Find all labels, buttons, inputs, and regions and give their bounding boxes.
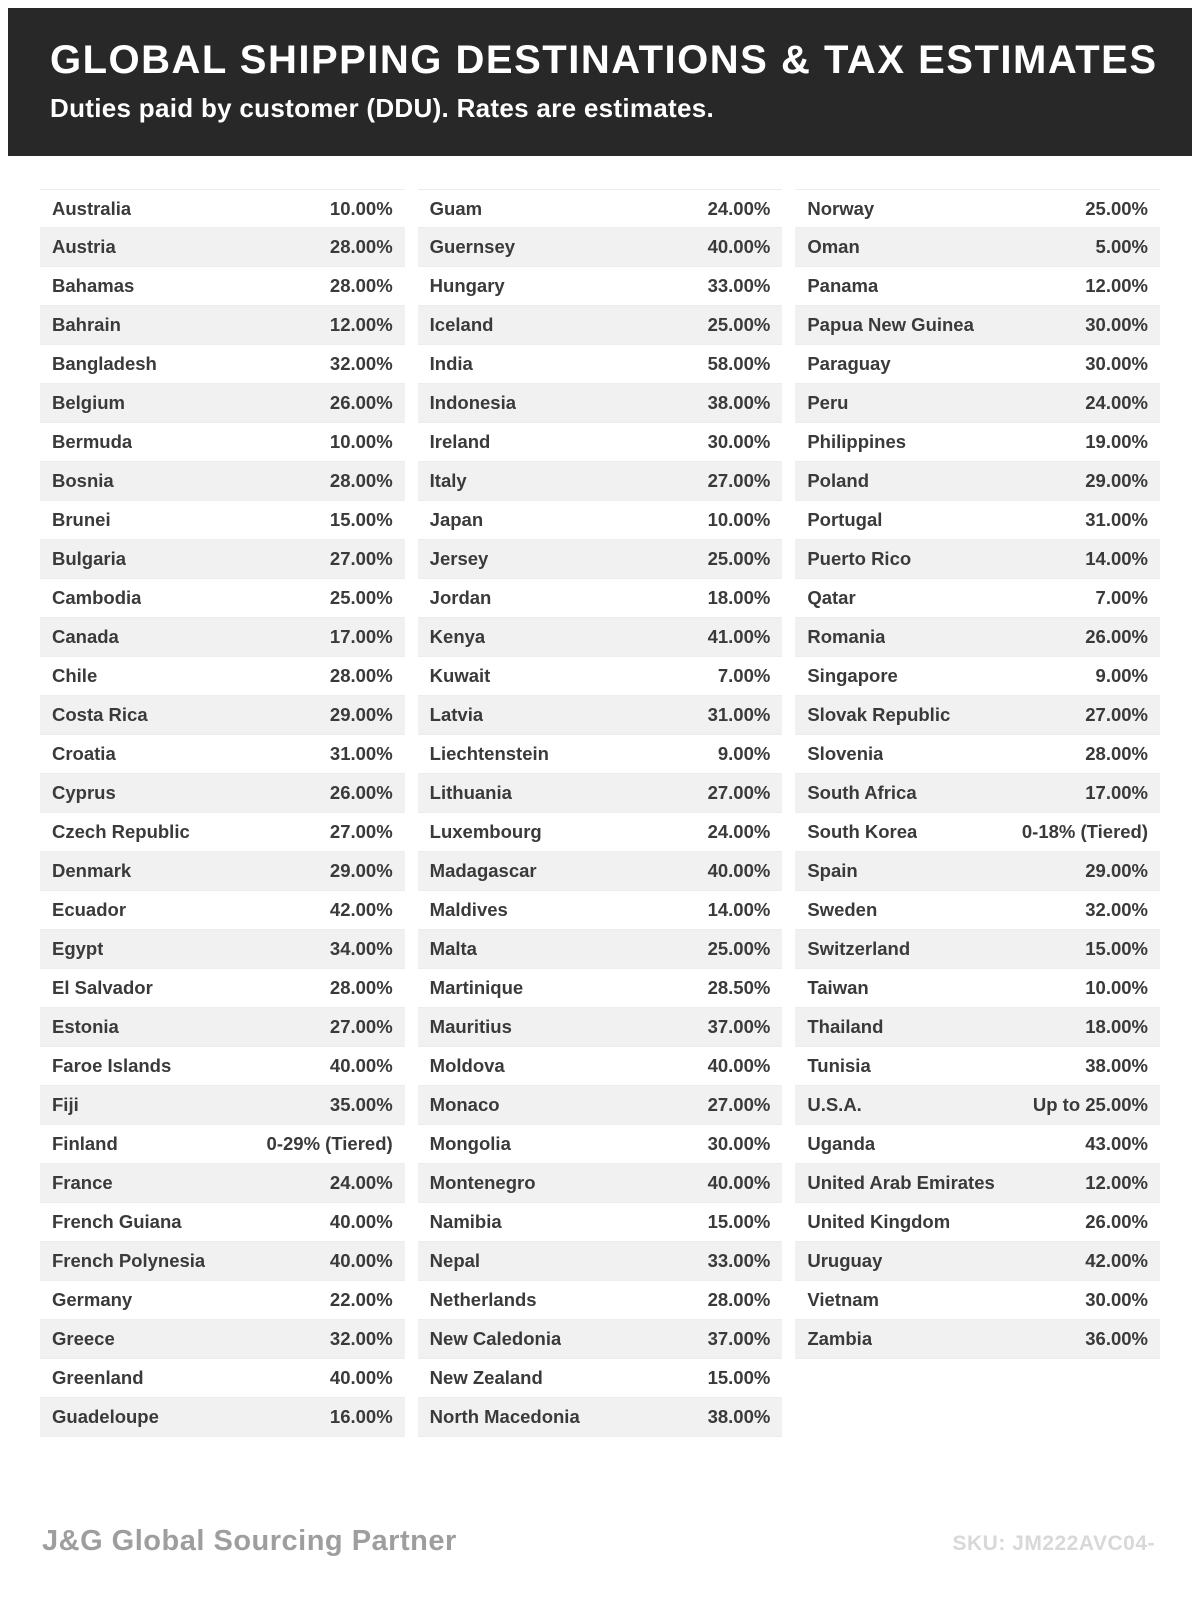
tax-rate: 28.50% [707,977,771,998]
table-row [418,540,783,579]
table-row [795,891,1160,930]
table-row [40,1359,405,1398]
tax-rate: 37.00% [707,1016,771,1037]
table-row [418,1203,783,1242]
country-name: Paraguay [807,353,891,374]
country-name: Singapore [807,665,898,686]
table-row [418,1047,783,1086]
table-row [40,1125,405,1164]
table-row [795,1086,1160,1125]
tax-rate: 0-29% (Tiered) [266,1133,393,1154]
tax-rate: 27.00% [707,1094,771,1115]
tax-rate: 5.00% [1095,236,1149,257]
tax-rate: 35.00% [329,1094,393,1115]
table-row [40,306,405,345]
country-name: Fiji [52,1094,79,1115]
table-row [418,1086,783,1125]
tax-rate: 29.00% [329,860,393,881]
table-row [418,189,783,228]
country-name: Bangladesh [52,353,157,374]
tax-rate: 28.00% [707,1289,771,1310]
tax-rate: 40.00% [707,1055,771,1076]
country-name: Nepal [429,1250,481,1271]
tax-rate: 14.00% [1085,548,1149,569]
tax-rate: 17.00% [1085,782,1149,803]
table-row [795,657,1160,696]
country-name: Jordan [429,587,492,608]
tax-rate: 30.00% [707,431,771,452]
tax-rate: 10.00% [1085,977,1149,998]
table-row [40,618,405,657]
tax-rate: 30.00% [1085,353,1149,374]
table-row [795,306,1160,345]
table-row [40,969,405,1008]
table-row [795,189,1160,228]
country-name: Switzerland [807,938,911,959]
table-row [418,1008,783,1047]
table-row [795,735,1160,774]
country-name: Egypt [52,938,104,959]
table-row [795,1203,1160,1242]
tax-rate: 0-18% (Tiered) [1021,821,1149,842]
table-row [40,852,405,891]
table-row [795,1008,1160,1047]
country-name: Iceland [429,314,494,335]
tax-rate: 26.00% [329,782,393,803]
tax-rate: 40.00% [329,1055,393,1076]
tax-rate: 30.00% [1085,1289,1149,1310]
tax-rate: 27.00% [707,782,771,803]
country-name: Ecuador [52,899,127,920]
tax-rate: 40.00% [707,1172,771,1193]
table-row [40,228,405,267]
tax-rate: 25.00% [329,587,393,608]
country-name: Philippines [807,431,907,452]
page-header [8,8,1192,156]
country-name: Mongolia [429,1133,511,1154]
table-row [418,267,783,306]
table-row [40,774,405,813]
table-column-2 [418,189,783,1437]
country-name: Guernsey [429,236,516,257]
page-title: GLOBAL SHIPPING DESTINATIONS & TAX ESTIMATES [50,38,1158,82]
tax-rate: 10.00% [707,509,771,530]
country-name: Kenya [429,626,486,647]
country-name: Germany [52,1289,133,1310]
tax-rate: 40.00% [329,1211,393,1232]
tax-rate: 30.00% [707,1133,771,1154]
country-name: Latvia [429,704,484,725]
tax-rate: 15.00% [329,509,393,530]
tax-rate: 16.00% [329,1406,393,1427]
table-row [418,696,783,735]
country-name: Guam [429,197,483,219]
table-row [40,540,405,579]
table-row [418,501,783,540]
table-row [40,1008,405,1047]
table-row [418,384,783,423]
country-name: South Korea [807,821,918,842]
table-row [40,1398,405,1437]
table-row [795,345,1160,384]
country-name: Austria [52,236,116,257]
country-name: El Salvador [52,977,153,998]
table-row [418,1398,783,1437]
country-name: Papua New Guinea [807,314,974,335]
country-name: Cambodia [52,587,142,608]
country-name: Estonia [52,1016,119,1037]
tax-rate: 24.00% [707,197,771,219]
table-row [418,774,783,813]
country-name: Bermuda [52,431,133,452]
tax-rate: 41.00% [707,626,771,647]
table-row [795,696,1160,735]
table-row [418,969,783,1008]
tax-rate-table [0,156,1200,1437]
tax-rate: 15.00% [707,1367,771,1388]
tax-rate: 33.00% [707,1250,771,1271]
table-row [40,267,405,306]
table-row [40,384,405,423]
tax-rate: 25.00% [707,548,771,569]
tax-rate: 32.00% [329,1328,393,1349]
table-row [40,345,405,384]
tax-rate: 24.00% [329,1172,393,1193]
tax-rate: 25.00% [707,938,771,959]
table-row [795,930,1160,969]
table-row [795,1320,1160,1359]
table-row [40,1086,405,1125]
country-name: Puerto Rico [807,548,912,569]
tax-rate: Up to 25.00% [1032,1094,1149,1115]
country-name: Romania [807,626,886,647]
table-row [795,1125,1160,1164]
tax-rate: 28.00% [329,665,393,686]
table-row [418,657,783,696]
country-name: New Zealand [429,1367,543,1388]
table-row [40,1047,405,1086]
tax-rate: 12.00% [1085,1172,1149,1193]
table-row [795,1242,1160,1281]
table-row [418,735,783,774]
country-name: Uganda [807,1133,876,1154]
country-name: Liechtenstein [429,743,549,764]
country-name: Mauritius [429,1016,512,1037]
country-name: Panama [807,275,879,296]
table-row [418,1359,783,1398]
country-name: Jersey [429,548,489,569]
country-name: Denmark [52,860,132,881]
tax-rate: 26.00% [1085,626,1149,647]
tax-rate: 27.00% [329,821,393,842]
table-row [40,423,405,462]
country-name: Cyprus [52,782,116,803]
table-row [795,774,1160,813]
table-row [795,540,1160,579]
table-row [795,423,1160,462]
country-name: Chile [52,665,98,686]
tax-rate: 15.00% [1085,938,1149,959]
table-row [795,1047,1160,1086]
tax-rate: 18.00% [707,587,771,608]
country-name: Brunei [52,509,111,530]
table-row [795,618,1160,657]
country-name: India [429,353,473,374]
country-name: North Macedonia [429,1406,580,1427]
tax-rate: 28.00% [329,236,393,257]
country-name: Czech Republic [52,821,190,842]
table-row [40,1203,405,1242]
country-name: Belgium [52,392,125,413]
table-row [795,852,1160,891]
tax-rate: 29.00% [329,704,393,725]
table-row [418,930,783,969]
tax-rate: 38.00% [707,1406,771,1427]
table-row [40,1320,405,1359]
table-row [418,462,783,501]
country-name: Croatia [52,743,116,764]
country-name: Spain [807,860,858,881]
table-row [795,1164,1160,1203]
table-row [418,1320,783,1359]
page-footer [0,1525,1200,1600]
country-name: Qatar [807,587,856,608]
country-name: Portugal [807,509,883,530]
tax-rate: 24.00% [707,821,771,842]
tax-rate: 40.00% [329,1367,393,1388]
table-row [418,852,783,891]
country-name: Guadeloupe [52,1406,159,1427]
tax-rate: 32.00% [1085,899,1149,920]
country-name: Greece [52,1328,115,1349]
country-name: France [52,1172,113,1193]
country-name: Bahamas [52,275,135,296]
country-name: South Africa [807,782,917,803]
brand-name: J&G Global Sourcing Partner [42,1525,457,1557]
tax-rate: 18.00% [1085,1016,1149,1037]
table-row [40,1281,405,1320]
table-row [795,384,1160,423]
tax-rate: 31.00% [707,704,771,725]
country-name: Bosnia [52,470,114,491]
table-column-1 [40,189,405,1437]
tax-rate: 28.00% [329,470,393,491]
country-name: Faroe Islands [52,1055,172,1076]
tax-rate: 30.00% [1085,314,1149,335]
tax-rate: 14.00% [707,899,771,920]
tax-rate: 7.00% [1095,587,1149,608]
tax-rate: 9.00% [1095,665,1149,686]
country-name: Poland [807,470,870,491]
tax-rate: 27.00% [329,548,393,569]
tax-rate: 26.00% [329,392,393,413]
tax-rate: 29.00% [1085,470,1149,491]
tax-rate: 40.00% [707,860,771,881]
table-row [40,189,405,228]
tax-rate: 17.00% [329,626,393,647]
table-row [795,228,1160,267]
tax-rate: 10.00% [329,431,393,452]
country-name: Slovenia [807,743,884,764]
tax-rate: 58.00% [707,353,771,374]
table-row [418,345,783,384]
country-name: Norway [807,197,875,219]
tax-rate: 26.00% [1085,1211,1149,1232]
country-name: French Polynesia [52,1250,206,1271]
tax-rate: 34.00% [329,938,393,959]
tax-rate: 25.00% [1085,197,1149,219]
table-row [40,735,405,774]
country-name: New Caledonia [429,1328,562,1349]
table-column-3 [795,189,1160,1359]
country-name: Taiwan [807,977,869,998]
tax-rate: 15.00% [707,1211,771,1232]
country-name: Slovak Republic [807,704,951,725]
country-name: Hungary [429,275,505,296]
country-name: Peru [807,392,849,413]
tax-rate: 25.00% [707,314,771,335]
tax-rate: 37.00% [707,1328,771,1349]
tax-rate: 31.00% [329,743,393,764]
tax-rate: 7.00% [717,665,771,686]
tax-rate: 27.00% [329,1016,393,1037]
table-row [40,579,405,618]
country-name: Tunisia [807,1055,871,1076]
tax-rate: 28.00% [1085,743,1149,764]
tax-rate: 27.00% [1085,704,1149,725]
country-name: Costa Rica [52,704,148,725]
tax-rate: 24.00% [1085,392,1149,413]
country-name: Indonesia [429,392,517,413]
country-name: Vietnam [807,1289,879,1310]
country-name: United Kingdom [807,1211,951,1232]
country-name: Japan [429,509,484,530]
table-row [40,891,405,930]
tax-rate: 40.00% [329,1250,393,1271]
table-row [418,1164,783,1203]
table-row [418,618,783,657]
country-name: Lithuania [429,782,512,803]
table-row [40,813,405,852]
tax-rate: 40.00% [707,236,771,257]
table-row [418,1281,783,1320]
country-name: Oman [807,236,860,257]
country-name: Monaco [429,1094,500,1115]
country-name: Madagascar [429,860,537,881]
tax-rate: 31.00% [1085,509,1149,530]
country-name: Zambia [807,1328,873,1349]
tax-rate: 42.00% [1085,1250,1149,1271]
tax-rate: 12.00% [329,314,393,335]
table-row [795,969,1160,1008]
tax-rate: 10.00% [329,197,393,219]
tax-rate: 28.00% [329,275,393,296]
tax-rate: 29.00% [1085,860,1149,881]
table-row [40,657,405,696]
page-subtitle: Duties paid by customer (DDU). Rates are estimates. [50,93,715,123]
table-row [795,579,1160,618]
country-name: Thailand [807,1016,884,1037]
table-row [418,1125,783,1164]
country-name: Luxembourg [429,821,542,842]
table-row [40,1164,405,1203]
tax-rate: 28.00% [329,977,393,998]
country-name: Finland [52,1133,118,1154]
sku-label: SKU: JM222AVC04- [952,1532,1155,1555]
table-row [795,462,1160,501]
tax-rate: 9.00% [717,743,771,764]
country-name: Uruguay [807,1250,883,1271]
country-name: Moldova [429,1055,505,1076]
table-row [40,1242,405,1281]
table-row [40,696,405,735]
country-name: Kuwait [429,665,491,686]
table-row [418,1242,783,1281]
table-row [418,228,783,267]
table-row [418,579,783,618]
table-row [795,1281,1160,1320]
table-row [418,891,783,930]
table-row [40,501,405,540]
table-row [40,930,405,969]
tax-rate: 36.00% [1085,1328,1149,1349]
country-name: Martinique [429,977,524,998]
country-name: Malta [429,938,477,959]
tax-rate: 38.00% [707,392,771,413]
tax-rate: 33.00% [707,275,771,296]
tax-rate: 12.00% [1085,275,1149,296]
table-row [795,813,1160,852]
country-name: Australia [52,197,132,219]
tax-rate: 27.00% [707,470,771,491]
tax-rate: 43.00% [1085,1133,1149,1154]
country-name: Bulgaria [52,548,127,569]
country-name: Italy [429,470,467,491]
country-name: Maldives [429,899,508,920]
table-row [40,462,405,501]
country-name: Ireland [429,431,491,452]
country-name: Namibia [429,1211,502,1232]
tax-rate: 42.00% [329,899,393,920]
country-name: Montenegro [429,1172,536,1193]
country-name: Canada [52,626,119,647]
table-row [418,306,783,345]
country-name: United Arab Emirates [807,1172,995,1193]
tax-rate: 38.00% [1085,1055,1149,1076]
table-row [795,501,1160,540]
table-row [418,423,783,462]
table-row [418,813,783,852]
tax-rate: 22.00% [329,1289,393,1310]
country-name: Netherlands [429,1289,537,1310]
country-name: U.S.A. [807,1094,862,1115]
tax-rate: 32.00% [329,353,393,374]
country-name: Sweden [807,899,878,920]
tax-rate: 19.00% [1085,431,1149,452]
country-name: Greenland [52,1367,144,1388]
country-name: French Guiana [52,1211,182,1232]
country-name: Bahrain [52,314,121,335]
table-row [795,267,1160,306]
